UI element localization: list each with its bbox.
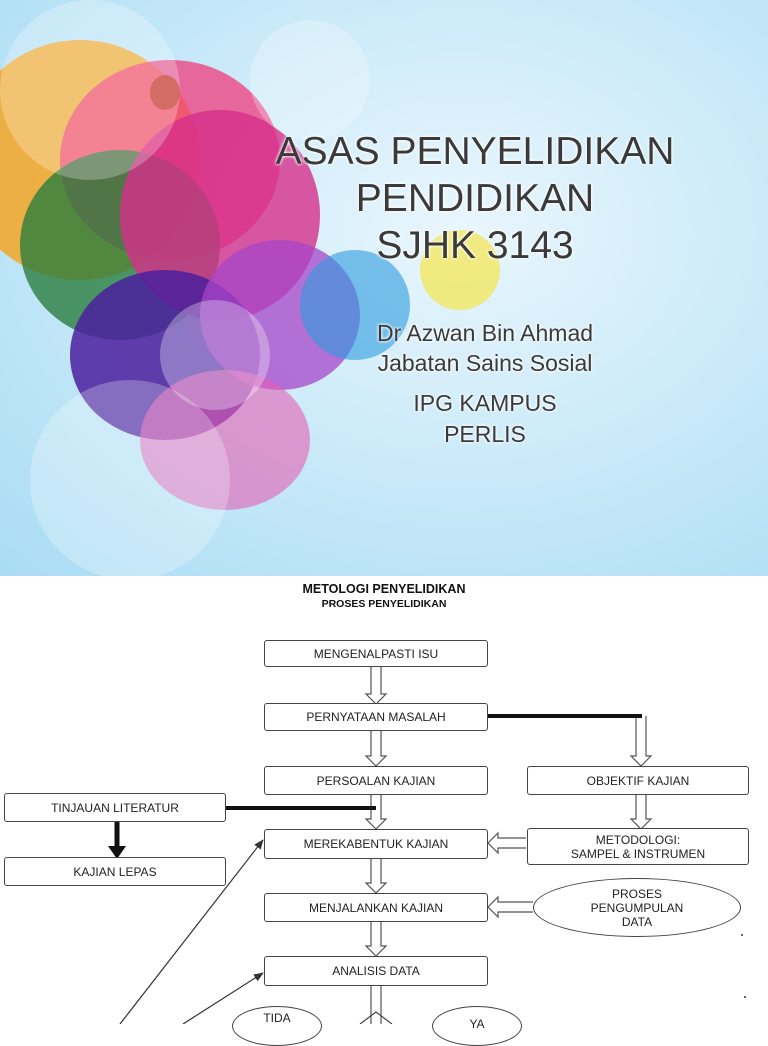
institution-info: IPG KAMPUS PERLIS: [413, 390, 557, 447]
bokeh-circle: [250, 20, 370, 140]
box-analisis-data: ANALISIS DATA: [264, 956, 488, 986]
box-kajian-lepas: KAJIAN LEPAS: [4, 857, 226, 886]
bokeh-circle: [30, 380, 230, 576]
box-tinjauan-literatur: TINJAUAN LITERATUR: [4, 793, 226, 822]
decision-diamond-tip: [0, 576, 768, 1024]
box-pernyataan-masalah: PERNYATAAN MASALAH: [264, 703, 488, 731]
ellipse-proses-pengumpulan-data: PROSES PENGUMPULAN DATA: [533, 878, 741, 937]
box-mengenalpasti-isu: MENGENALPASTI ISU: [264, 640, 488, 667]
ellipse-ya: YA: [432, 1006, 522, 1046]
ellipse-tidak: TIDA: [232, 1006, 322, 1046]
bokeh-circle: [0, 0, 180, 180]
bokeh-circle: [160, 300, 270, 410]
diagram-subtitle: PROSES PENYELIDIKAN: [321, 598, 447, 610]
box-metodologi: METODOLOGI: SAMPEL & INSTRUMEN: [527, 828, 749, 865]
box-objektif-kajian: OBJEKTIF KAJIAN: [527, 766, 749, 795]
presenter-info: Dr Azwan Bin Ahmad Jabatan Sains Sosial: [376, 320, 594, 376]
diagram-title: METOLOGI PENYELIDIKAN: [302, 582, 466, 596]
process-diagram: [0, 576, 768, 1031]
slide-title: ASAS PENYELIDIKAN PENDIDIKAN SJHK 3143: [275, 130, 675, 267]
box-persoalan-kajian: PERSOALAN KAJIAN: [264, 766, 488, 795]
box-menjalankan-kajian: MENJALANKAN KAJIAN: [264, 893, 488, 922]
box-merekabentuk-kajian: MEREKABENTUK KAJIAN: [264, 829, 488, 859]
